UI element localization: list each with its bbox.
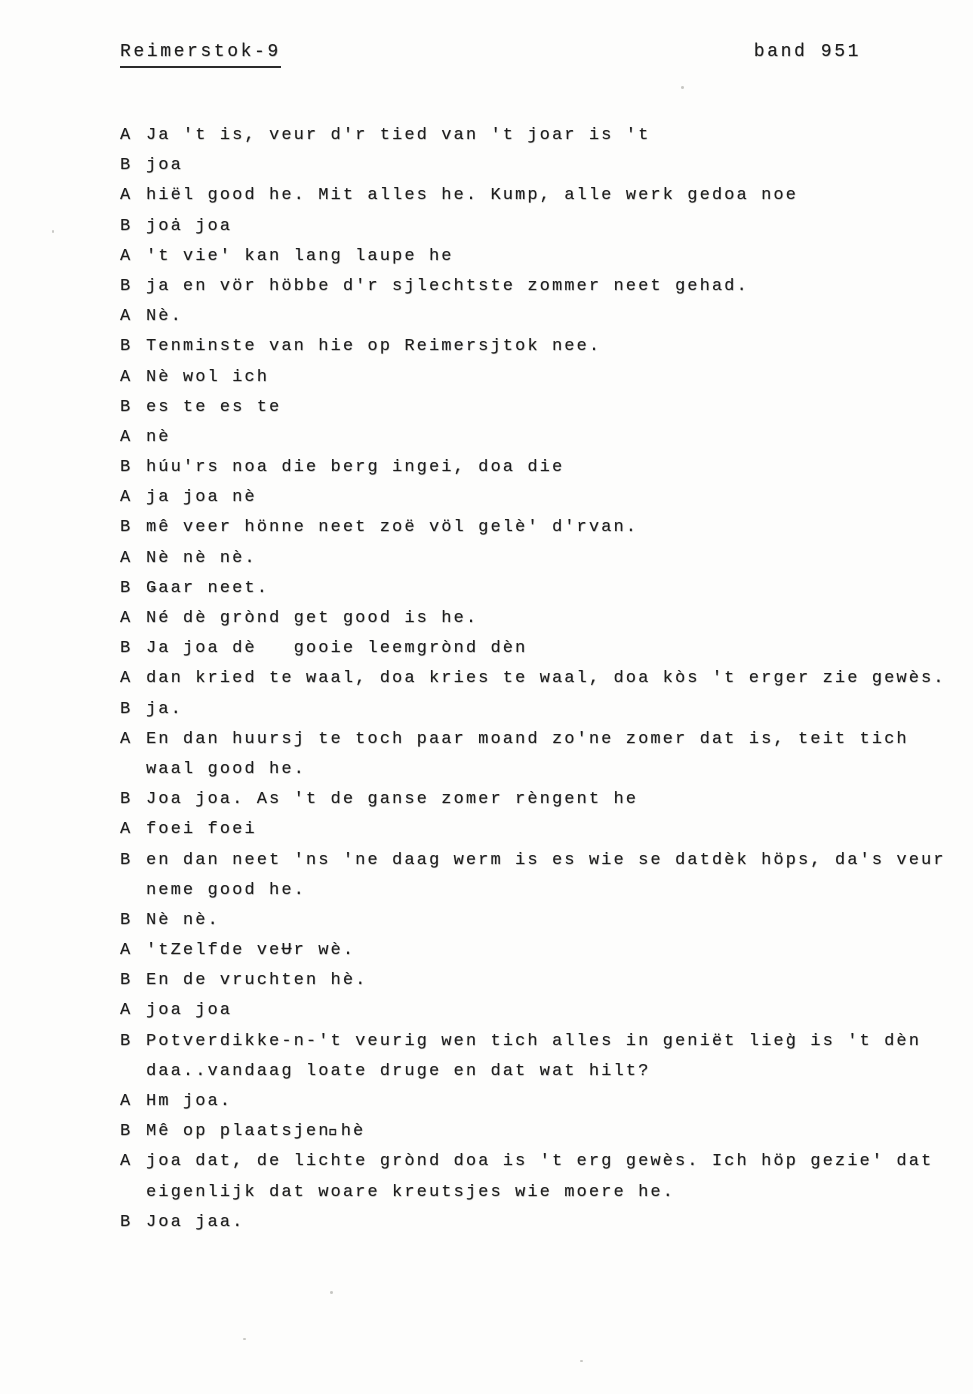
transcript-line (120, 1213, 963, 1243)
speaker-label: A (120, 1092, 133, 1111)
line-text: Ja 't is, veur d'r tied van 't joar is 't (146, 126, 651, 145)
speaker-label: B (120, 1212, 133, 1232)
speaker-label: A (120, 126, 133, 145)
transcript-line (120, 941, 963, 971)
transcript-line (120, 790, 963, 820)
speaker-label: A (120, 488, 133, 508)
transcript-line (120, 700, 963, 730)
speaker-label: A (120, 186, 133, 206)
transcript-line (120, 277, 963, 307)
transcript-line (120, 911, 963, 941)
speaker-label: B (120, 518, 133, 538)
speaker-label: B (120, 458, 133, 478)
transcript-line (120, 156, 963, 186)
line-text: neme good he. (146, 880, 306, 900)
speaker-label: B (120, 910, 133, 930)
speaker-label: A (120, 548, 133, 568)
line-text: en dan neet 'ns 'ne daag werm is es wie se datdèk höps, da's veur (146, 850, 946, 870)
line-text: Nè nè nè. (146, 548, 257, 568)
speaker-label: A (120, 307, 133, 327)
transcript-line (120, 881, 963, 911)
speaker-label: A (120, 427, 133, 447)
speaker-label: A (120, 1001, 133, 1021)
transcript-line (120, 307, 963, 337)
scan-speck (52, 230, 54, 233)
scan-speck (243, 1338, 246, 1340)
transcript-line (120, 518, 963, 548)
line-text: 'tZelfde veɄr wè. (146, 941, 356, 961)
scan-speck (580, 1360, 583, 1362)
transcript-line (120, 368, 963, 398)
transcript-line (120, 126, 963, 156)
transcript-line (120, 639, 963, 669)
scan-speck (330, 1291, 333, 1294)
speaker-label: B (120, 397, 133, 417)
transcript-line (120, 398, 963, 428)
transcript-line (120, 851, 963, 881)
transcript-line (120, 820, 963, 850)
transcript-line (120, 337, 963, 367)
line-text: joa joa (146, 1001, 233, 1021)
speaker-label: A (120, 609, 133, 628)
transcript-line (120, 1032, 963, 1062)
line-text: En de vruchten hè. (146, 971, 368, 991)
line-text: daa..vandaag loate druge en dat wat hilt? (146, 1061, 651, 1081)
speaker-label: B (120, 790, 133, 810)
speaker-label: B (120, 216, 133, 236)
line-text: ja joa nè (146, 488, 257, 508)
transcript-line (120, 971, 963, 1001)
transcript-line (120, 760, 963, 790)
scan-speck (681, 86, 684, 89)
line-text: Hm joa. (146, 1092, 233, 1111)
speaker-label: B (120, 699, 133, 719)
transcript-line (120, 1062, 963, 1092)
line-text: Mê op plaatsjen⃒hè (146, 1122, 366, 1142)
line-text: joa (146, 156, 183, 176)
line-text: ja. (146, 699, 183, 719)
line-text: En dan huursj te toch paar moand zo'ne zomer dat is, teit tich (146, 729, 909, 749)
speaker-label: B (120, 850, 133, 870)
line-text: Nè nè. (146, 910, 220, 930)
transcript-line (120, 579, 963, 609)
line-text: Potverdikke-n-'t veurig wen tich alles in geniët lieg̀ is 't dèn (146, 1031, 922, 1051)
line-text: ja en vör höbbe d'r sjlechtste zommer neet gehad. (146, 276, 749, 296)
line-text: es te es te (146, 397, 282, 417)
speaker-label: A (120, 729, 133, 749)
transcript-line (120, 1152, 963, 1182)
line-text: Né dè grònd get good is he. (146, 609, 479, 628)
line-text: eigenlijk dat woare kreutsjes wie moere he. (146, 1182, 675, 1202)
transcript-line (120, 217, 963, 247)
speaker-label: B (120, 156, 133, 176)
speaker-label: B (120, 639, 133, 659)
speaker-label: A (120, 246, 133, 266)
line-text: húu'rs noa die berg ingei, doa die (146, 458, 565, 478)
line-text: Nè wol ich (146, 367, 270, 387)
speaker-label: B (120, 578, 133, 598)
transcript-line (120, 1183, 963, 1213)
line-text: waal good he. (146, 759, 306, 779)
speaker-label: A (120, 669, 133, 689)
transcript-line (120, 428, 963, 458)
speaker-label: B (120, 1031, 133, 1051)
transcript-line (120, 549, 963, 579)
transcript-line (120, 186, 963, 216)
speaker-label: A (120, 820, 133, 840)
transcript-line (120, 247, 963, 277)
line-text: Joa joa. As 't de ganse zomer rèngent he (146, 790, 639, 810)
line-text: mê veer hönne neet zoë völ gelè' d'rvan. (146, 518, 639, 538)
transcript-line (120, 609, 963, 639)
transcript-line (120, 458, 963, 488)
line-text: foei foei (146, 820, 257, 840)
line-text: dan kried te waal, doa kries te waal, doa kòs 't erger zie gewès. (146, 669, 946, 689)
transcript (120, 126, 963, 1243)
page-header (120, 42, 861, 68)
speaker-label: B (120, 276, 133, 296)
line-text: hiël good he. Mit alles he. Kump, alle werk gedoa noe (146, 186, 798, 206)
speaker-label: B (120, 1122, 133, 1142)
transcript-line (120, 488, 963, 518)
line-text: 't vie' kan lang laupe he (146, 246, 454, 266)
transcript-line (120, 730, 963, 760)
line-text: joȧ joa (146, 216, 233, 236)
line-text: nè (146, 427, 171, 447)
line-text: Tenminste van hie op Reimersjtok nee. (146, 337, 602, 357)
speaker-label: B (120, 971, 133, 991)
speaker-label: A (120, 941, 133, 961)
transcript-line (120, 1092, 963, 1122)
transcript-line (120, 1001, 963, 1031)
speaker-label: B (120, 337, 133, 357)
band-number: band 951 (753, 42, 861, 62)
speaker-label: A (120, 1152, 133, 1172)
page-title: Reimerstok-9 (120, 42, 281, 68)
line-text: Ǥaar neet. (146, 578, 270, 598)
line-text: Nè. (146, 307, 183, 327)
speaker-label: A (120, 367, 133, 387)
line-text: Ja joa dè gooie leemgrònd dèn (146, 639, 528, 659)
line-text: Joa jaa. (146, 1212, 245, 1232)
transcript-line (120, 669, 963, 699)
transcript-line (120, 1122, 963, 1152)
line-text: joa dat, de lichte grònd doa is 't erg gewès. Ich höp gezie' dat (146, 1152, 934, 1172)
